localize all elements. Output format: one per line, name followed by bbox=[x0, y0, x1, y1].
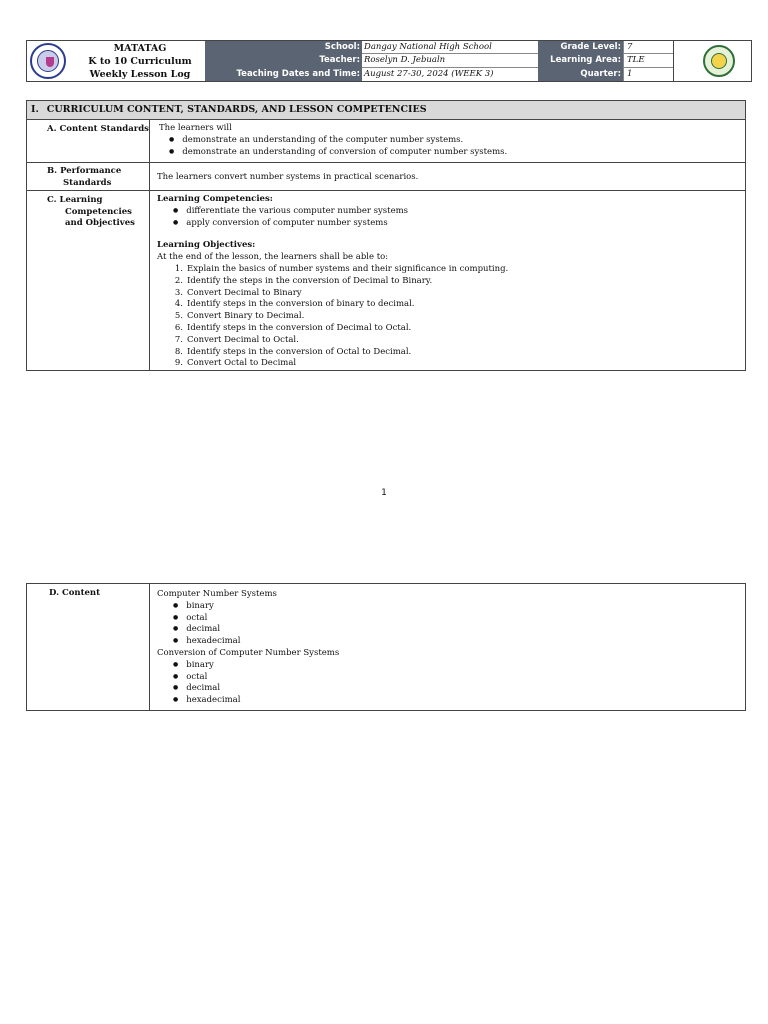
competencies-label-3: and Objectives bbox=[65, 218, 135, 228]
content-heading-1: Computer Number Systems bbox=[157, 589, 277, 599]
list-item: 1. Explain the basics of number systems and their significance in computing. bbox=[174, 263, 509, 274]
performance-standards-text: The learners convert number systems in practical scenarios. bbox=[157, 172, 419, 182]
list-item: 7. Convert Decimal to Octal. bbox=[174, 334, 299, 345]
list-item: 5. Convert Binary to Decimal. bbox=[174, 311, 305, 322]
learning-objectives-heading: Learning Objectives: bbox=[157, 240, 256, 251]
page-number: 1 bbox=[381, 488, 387, 498]
right-logo-cell bbox=[673, 41, 752, 81]
competencies-label-1: C. Learning bbox=[47, 195, 103, 205]
performance-standards-label-1: B. Performance bbox=[47, 166, 122, 176]
list-item: ● apply conversion of computer number systems bbox=[173, 218, 739, 230]
grade-level-value: 7 bbox=[623, 41, 673, 54]
school-value: Dangay National High School bbox=[362, 41, 538, 54]
header-title-line-1: MATATAG bbox=[113, 43, 167, 54]
learning-area-label: Learning Area: bbox=[538, 54, 623, 67]
content-list-2 bbox=[157, 660, 739, 707]
header-fields-grid bbox=[205, 41, 673, 81]
content-standards-list bbox=[157, 135, 739, 159]
header-title-cell bbox=[27, 41, 206, 81]
header-title-line-2: K to 10 Curriculum bbox=[88, 56, 192, 67]
section-title bbox=[27, 101, 745, 120]
section-title-text: CURRICULUM CONTENT, STANDARDS, AND LESSON COMPETENCIES bbox=[46, 104, 427, 115]
deped-seal-icon bbox=[30, 43, 66, 79]
content-standards-intro: The learners will bbox=[159, 123, 232, 133]
list-item: 9. Convert Octal to Decimal bbox=[174, 358, 297, 369]
learning-competencies-heading: Learning Competencies: bbox=[157, 194, 273, 204]
list-item: ● hexadecimal bbox=[173, 695, 739, 707]
learning-area-value: TLE bbox=[623, 54, 673, 67]
teacher-value: Roselyn D. Jebualn bbox=[362, 54, 538, 67]
school-seal-icon bbox=[703, 45, 735, 77]
list-item: ● hexadecimal bbox=[173, 636, 739, 648]
quarter-value: 1 bbox=[623, 68, 673, 81]
content-section-table bbox=[26, 583, 746, 711]
grade-level-label: Grade Level: bbox=[538, 41, 623, 54]
list-item: ● binary bbox=[173, 601, 739, 613]
content-row bbox=[27, 584, 745, 710]
section-number: I. bbox=[31, 104, 39, 115]
curriculum-section-table bbox=[26, 100, 746, 371]
performance-standards-label-2: Standards bbox=[63, 177, 112, 188]
list-item: ● octal bbox=[173, 613, 739, 625]
list-item: ● decimal bbox=[173, 683, 739, 695]
content-heading-2: Conversion of Computer Number Systems bbox=[157, 647, 340, 658]
list-item: 6. Identify steps in the conversion of Decimal to Octal. bbox=[174, 322, 412, 333]
list-item: ● differentiate the various computer number systems bbox=[173, 206, 739, 218]
list-item: 2. Identify the steps in the conversion of Decimal to Binary. bbox=[174, 275, 433, 286]
list-item: 3. Convert Decimal to Binary bbox=[174, 287, 302, 298]
header-title-line-3: Weekly Lesson Log bbox=[89, 69, 191, 80]
teaching-dates-value: August 27-30, 2024 (WEEK 3) bbox=[364, 68, 494, 79]
learning-competencies-list bbox=[157, 206, 739, 230]
teacher-label: Teacher: bbox=[205, 54, 362, 67]
list-item: ● octal bbox=[173, 672, 739, 684]
content-standards-label: A. Content Standards bbox=[27, 120, 150, 162]
content-standards-row bbox=[27, 120, 745, 163]
teaching-dates-label: Teaching Dates and Time: bbox=[205, 68, 362, 81]
competencies-label-2: Competencies bbox=[65, 206, 132, 217]
list-item: 4. Identify steps in the conversion of binary to decimal. bbox=[174, 299, 415, 310]
list-item: 8. Identify steps in the conversion of Octal to Decimal. bbox=[174, 346, 412, 357]
learning-objectives-list bbox=[157, 264, 739, 370]
performance-standards-row bbox=[27, 163, 745, 191]
learning-objectives-intro: At the end of the lesson, the learners shall be able to: bbox=[157, 252, 389, 263]
quarter-label: Quarter: bbox=[538, 68, 623, 81]
lesson-log-header bbox=[26, 40, 752, 82]
competencies-row bbox=[27, 191, 745, 370]
list-item: ● decimal bbox=[173, 624, 739, 636]
list-item: ● demonstrate an understanding of the computer number systems. bbox=[169, 135, 739, 147]
list-item: ● demonstrate an understanding of conversion of computer number systems. bbox=[169, 147, 739, 159]
content-list-1 bbox=[157, 601, 739, 648]
school-label: School: bbox=[205, 41, 362, 54]
list-item: ● binary bbox=[173, 660, 739, 672]
content-label: D. Content bbox=[27, 584, 150, 710]
